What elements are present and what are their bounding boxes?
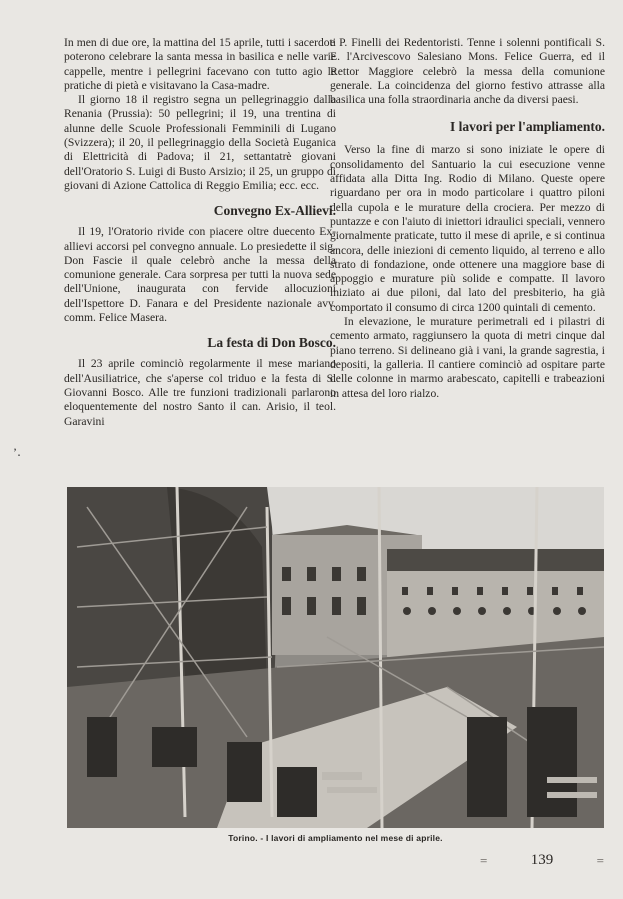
- footer-ornament-right: =: [596, 852, 604, 868]
- paragraph: e P. Finelli dei Redentoristi. Tenne i solenni pontificali S. E. l'Arcivescovo Salesiano Mons. Felice Guerra, ed il Rettor Maggiore celebrò la messa della comunione generale. La coincidenza del giorno festivo attrasse alla basilica una folla straordinaria anche da diversi paesi.: [330, 36, 605, 107]
- construction-photo-illustration: [67, 487, 604, 828]
- paragraph: In elevazione, le murature perimetrali ed i pilastri di cemento armato, raggiunsero la quota di metri cinque dal piano terreno. Si delineano già i vani, la grande sagrestia, i depositi, la galleria. Il cantiere cominciò ad ospitare parte delle colonne in marmo arabescato, capitelli e trabeazioni in attesa del loro rialzo.: [330, 315, 605, 400]
- margin-mark: ’․: [13, 445, 22, 459]
- page-number: 139: [530, 852, 554, 868]
- left-column: [64, 36, 336, 429]
- paragraph: Il giorno 18 il registro segna un pellegrinaggio dalla Renania (Prussia): 50 pellegrini; il 19, una trentina di alunne delle Scuole Professionali Femminili di Lugano (Svizzera); il 20, il pellegrinaggio della Società Euganica di Elettricità di Padova; il 21, settantatrè giovani dell'Oratorio S. Luigi di Busto Arsizio; il 25, un gruppo di giovani di Azione Cattolica di Reggio Emilia; ecc. ecc.: [64, 93, 336, 192]
- photo-caption: Torino. - I lavori di ampliamento nel mese di aprile.: [228, 833, 443, 843]
- construction-photo: [67, 487, 604, 828]
- paragraph: Verso la fine di marzo si sono iniziate le opere di consolidamento del Santuario la cui esecuzione venne affidata alla Ditta Ing. Rodio di Milano. Queste opere riguardano per ora in modo particolare i quattro piloni della cupola e le murature della crociera. Per mezzo di puntazze e con l'aiuto di iniettori idraulici speciali, vennero giornalmente praticate, tutto il mese di aprile, e si continua ancora, delle iniezioni di cemento liquido, al terreno e allo strato di fondazione, onde ottenere una maggiore base di appoggio e murature più solide e compatte. Il lavoro iniziato ai due piloni, dal lato del presbiterio, ha già comportato il consumo di circa 1200 quintali di cemento.: [330, 143, 605, 314]
- paragraph: Il 23 aprile cominciò regolarmente il mese mariano dell'Ausiliatrice, che s'aperse col triduo e la festa di S. Giovanni Bosco. Alle tre funzioni tradizionali parlarono eloquentemente del nostro Santo il can. Arisio, il teol. Garavini: [64, 357, 336, 428]
- paragraph: In men di due ore, la mattina del 15 aprile, tutti i sacerdoti poterono celebrare la santa messa in basilica e nelle varie cappelle, mentre i pellegrini facevano con tutto agio le pratiche di pietà e visitavano la Casa-madre.: [64, 36, 336, 92]
- footer-ornament-left: =: [480, 852, 488, 868]
- section-heading: I lavori per l'ampliamento.: [450, 119, 605, 135]
- page-footer: [480, 852, 604, 869]
- section-heading: Convegno Ex-Allievi.: [213, 203, 336, 219]
- right-column: [330, 36, 605, 401]
- paragraph: Il 19, l'Oratorio rivide con piacere oltre duecento Ex-allievi accorsi pel convegno annuale. Lo presiedette il sig. Don Fascie il quale celebrò anche la messa della comunione generale. Cara sorpresa per tutti la nuova sede dell'Unione, inaugurata con fervide allocuzioni dell'Ispettore D. Fanara e del Presidente nazionale avv. comm. Felice Masera.: [64, 225, 336, 325]
- section-heading: La festa di Don Bosco.: [207, 335, 336, 351]
